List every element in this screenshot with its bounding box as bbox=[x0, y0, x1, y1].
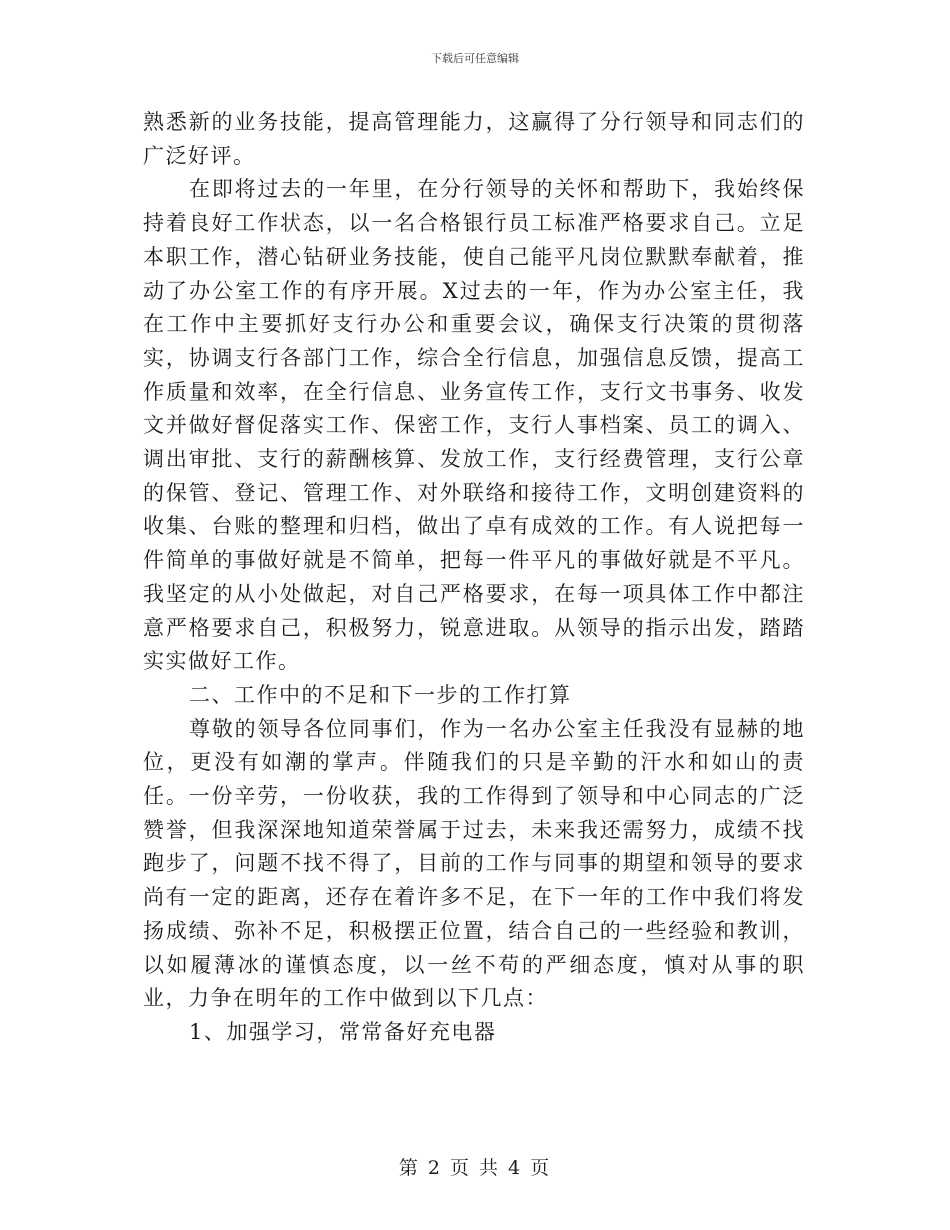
list-item-study: 1、加强学习，常常备好充电器 bbox=[189, 1019, 497, 1044]
paragraph-work-summary: 在即将过去的一年里，在分行领导的关怀和帮助下，我始终保持着良好工作状态，以一名合格银行员工标准严格要求自己。立足本职工作，潜心钻研业务技能，使自己能平凡岗位默默奉献着，推动了办公室工作的有序开展。X过去的一年，作为办公室主任，我在工作中主要抓好支行办公和重要会议，确保支行决策的贯彻落实，协调支行各部门工作，综合全行信息，加强信息反馈，提高工作质量和效率，在全行信息、业务宣传工作，支行文书事务、收发文并做好督促落实工作、保密工作，支行人事档案、员工的调入、调出审批、支行的薪酬核算、发放工作，支行经费管理，支行公章的保管、登记、管理工作、对外联络和接待工作，文明创建资料的收集、台账的整理和归档，做出了卓有成效的工作。有人说把每一件简单的事做好就是不简单，把每一件平凡的事做好就是不平凡。我坚定的从小处做起，对自己严格要求，在每一项具体工作中都注意严格要求自己，积极努力，锐意进取。从领导的指示出发，踏踏实实做好工作。 bbox=[143, 177, 805, 674]
paragraph-shortcomings: 尊敬的领导各位同事们，作为一名办公室主任我没有显赫的地位，更没有如潮的掌声。伴随我们的只是辛勤的汗水和如山的责任。一份辛劳，一份收获，我的工作得到了领导和中心同志的广泛赞誉，但我深深地知道荣誉属于过去，未来我还需努力，成绩不找跑步了，问题不找不得了，目前的工作与同事的期望和领导的要求尚有一定的距离，还存在着许多不足，在下一年的工作中我们将发扬成绩、弥补不足，积极摆正位置，结合自己的一些经验和教训，以如履薄冰的谨慎态度，以一丝不苟的严细态度，慎对从事的职业，力争在明年的工作中做到以下几点： bbox=[143, 716, 805, 1011]
document-body bbox=[143, 106, 805, 1050]
paragraph-continuation: 熟悉新的业务技能，提高管理能力，这赢得了分行领导和同志们的广泛好评。 bbox=[143, 110, 805, 168]
header-note: 下载后可任意编辑 bbox=[431, 52, 519, 65]
page-number: 第 2 页 共 4 页 bbox=[398, 1157, 552, 1179]
section-heading-shortcomings: 二、工作中的不足和下一步的工作打算 bbox=[189, 682, 572, 707]
